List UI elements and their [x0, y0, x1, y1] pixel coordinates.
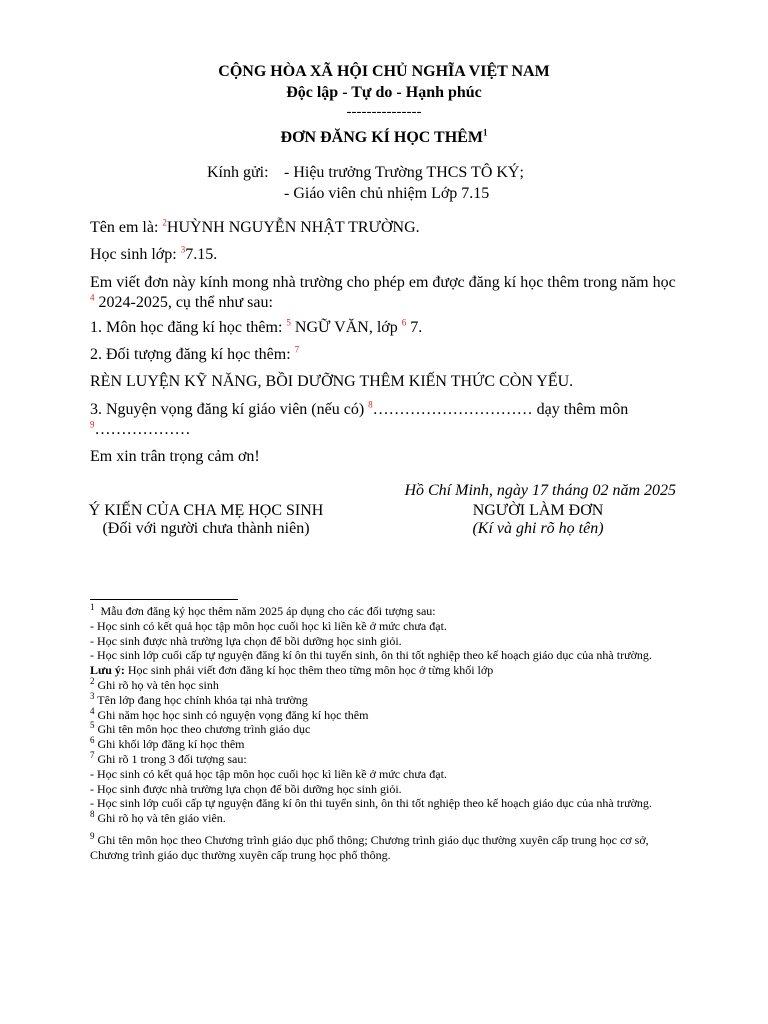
footnote-8-text: Ghi rõ họ và tên giáo viên. — [97, 811, 226, 826]
teacher-subject-blank[interactable]: ……………… — [94, 421, 191, 438]
school-year-value: 2024-2025, cụ thể như sau: — [98, 294, 273, 311]
footnote-7-text: Ghi rõ 1 trong 3 đối tượng sau: — [97, 751, 247, 766]
teacher-subject-line — [90, 421, 191, 439]
footnote-1 — [90, 604, 680, 619]
footnote-4 — [90, 705, 680, 723]
footnote-7-bullet-3: - Học sinh lớp cuối cấp tự nguyện đăng kí ôn thi tuyển sinh, ôn thi tốt nghiệp theo kế hoạch giáo dục của nhà trường. — [90, 796, 652, 811]
subject-value: NGỮ VĂN, lớp — [294, 319, 398, 336]
recipients-label: Kính gửi: — [207, 164, 269, 181]
student-name-value: HUỲNH NGUYỄN NHẬT TRƯỜNG. — [166, 219, 420, 236]
applicant-title: NGƯỜI LÀM ĐƠN — [472, 502, 604, 519]
parent-opinion-subtitle: (Đối với người chưa thành niên) — [102, 520, 310, 537]
footnote-1-mark: 1 — [90, 602, 95, 612]
student-class-label: Học sinh lớp: — [90, 246, 177, 263]
footnote-5-text: Ghi tên môn học theo chương trình giáo dục — [97, 722, 311, 737]
teacher-preference-line — [90, 401, 628, 419]
target-group-label: 2. Đối tượng đăng kí học thêm: — [90, 346, 291, 363]
national-motto: Độc lập - Tự do - Hạnh phúc — [286, 84, 482, 101]
footnote-marker-2[interactable]: 2 — [162, 217, 167, 228]
grade-value: 7. — [410, 319, 423, 336]
footnote-marker-9[interactable]: 9 — [90, 419, 95, 430]
footnote-1-bullet-2: - Học sinh được nhà trường lựa chọn để bồi dưỡng học sinh giỏi. — [90, 633, 402, 648]
footnote-7-mark: 7 — [90, 749, 95, 760]
subject-line — [90, 319, 422, 337]
parent-opinion-block — [70, 502, 342, 538]
request-paragraph — [90, 273, 680, 313]
applicant-block — [426, 502, 650, 538]
recipient-homeroom-teacher: - Giáo viên chủ nhiệm Lớp 7.15 — [284, 185, 490, 202]
footnote-2-text: Ghi rõ họ và tên học sinh — [97, 677, 219, 692]
footnote-4-mark: 4 — [90, 705, 95, 716]
footnote-7 — [90, 749, 680, 767]
footnote-7-bullet-2: - Học sinh được nhà trường lựa chọn để bồi dưỡng học sinh giỏi. — [90, 781, 402, 796]
footnote-marker-6[interactable]: 6 — [401, 317, 407, 328]
national-heading: CỘNG HÒA XÃ HỘI CHỦ NGHĨA VIỆT NAM — [218, 63, 550, 80]
student-name-label: Tên em là: — [90, 219, 159, 236]
footnote-1-bullet-1: - Học sinh có kết quả học tập môn học cuối học kì liền kề ở mức chưa đạt. — [90, 618, 447, 633]
footnote-6-mark: 6 — [90, 735, 95, 746]
footnote-5 — [90, 722, 680, 737]
footnote-2 — [90, 675, 680, 693]
footnote-marker-1[interactable]: 1 — [482, 127, 488, 138]
subject-label: 1. Môn học đăng kí học thêm: — [90, 319, 283, 336]
student-class-line — [90, 246, 217, 264]
thanks-line: Em xin trân trọng cảm ơn! — [90, 448, 260, 465]
recipient-principal: - Hiệu trưởng Trường THCS TÔ KÝ; — [284, 164, 524, 181]
target-group-value: RÈN LUYỆN KỸ NĂNG, BỒI DƯỠNG THÊM KIẾN THỨC CÒN YẾU. — [90, 373, 574, 390]
target-group-line — [90, 346, 299, 364]
footnote-7-bullet-1: - Học sinh có kết quả học tập môn học cuối học kì liền kề ở mức chưa đạt. — [90, 766, 447, 781]
footnote-marker-3[interactable]: 3 — [180, 244, 186, 255]
footnote-9-mark: 9 — [90, 830, 95, 841]
footnote-1-bullet-3: - Học sinh lớp cuối cấp tự nguyện đăng kí ôn thi tuyển sinh, ôn thi tốt nghiệp theo kế hoạch giáo dục của nhà trường. — [90, 648, 652, 663]
footnote-note-label: Lưu ý: — [90, 663, 125, 678]
footnote-3-mark: 3 — [90, 690, 95, 701]
teacher-name-blank[interactable]: ………………………… dạy thêm môn — [372, 401, 629, 418]
footnote-marker-8[interactable]: 8 — [368, 399, 373, 410]
footnote-9-text: Ghi tên môn học theo Chương trình giáo dục phổ thông; Chương trình giáo dục thường xuyên cấp trung học cơ sở, Chương trình giáo dục thường xuyên cấp trung học phổ thông. — [90, 832, 649, 862]
footnote-3 — [90, 690, 680, 708]
place-date: Hồ Chí Minh, ngày 17 tháng 02 năm 2025 — [404, 482, 676, 499]
footnote-marker-7[interactable]: 7 — [294, 344, 300, 355]
footnote-6-text: Ghi khối lớp đăng kí học thêm — [97, 737, 245, 752]
footnote-5-mark: 5 — [90, 720, 95, 731]
teacher-preference-label: 3. Nguyện vọng đăng kí giáo viên (nếu có) — [90, 401, 365, 418]
footnote-marker-5[interactable]: 5 — [286, 317, 291, 328]
form-title — [0, 129, 768, 147]
footnote-note-text: Học sinh phải viết đơn đăng kí học thêm theo từng môn học ở từng khối lớp — [127, 663, 494, 678]
footnote-marker-4[interactable]: 4 — [90, 292, 95, 303]
footnote-9 — [90, 830, 680, 863]
footnotes — [90, 604, 680, 863]
header-divider: --------------- — [346, 104, 422, 120]
request-text: Em viết đơn này kính mong nhà trường cho phép em được đăng kí học thêm trong năm học — [90, 274, 676, 291]
footnote-3-text: Tên lớp đang học chính khóa tại nhà trường — [97, 692, 308, 707]
footnote-6 — [90, 737, 680, 752]
form-title-text: ĐƠN ĐĂNG KÍ HỌC THÊM — [280, 129, 483, 146]
footnote-separator — [90, 599, 238, 600]
student-class-value: 7.15. — [185, 246, 218, 263]
footnote-1-text: Mẫu đơn đăng ký học thêm năm 2025 áp dụng cho các đối tượng sau: — [100, 604, 436, 618]
footnote-8 — [90, 811, 680, 826]
applicant-subtitle: (Kí và ghi rõ họ tên) — [472, 520, 604, 537]
footnote-2-mark: 2 — [90, 675, 95, 686]
footnote-4-text: Ghi năm học học sinh có nguyện vọng đăng kí học thêm — [97, 707, 369, 722]
footnote-note — [90, 663, 680, 678]
student-name-line — [90, 219, 420, 237]
parent-opinion-title: Ý KIẾN CỦA CHA MẸ HỌC SINH — [88, 502, 324, 519]
footnote-8-mark: 8 — [90, 809, 95, 820]
